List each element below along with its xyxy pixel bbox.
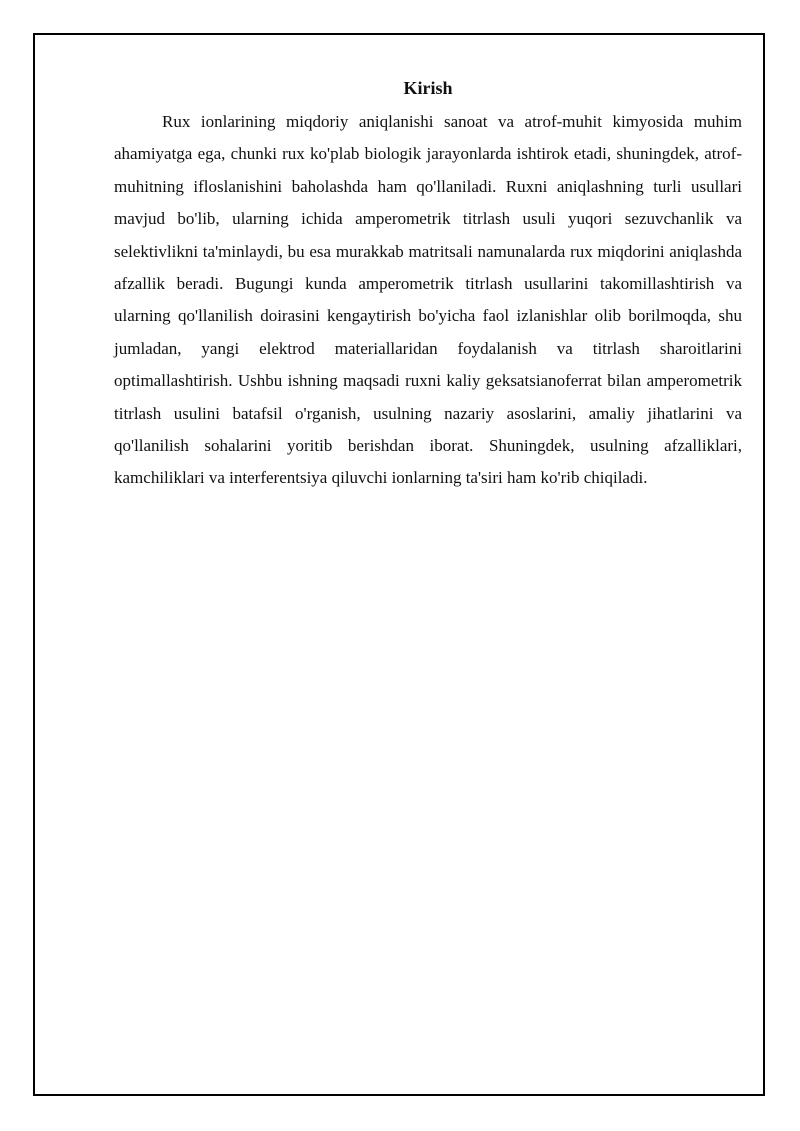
- page-content: [114, 74, 742, 495]
- page-title: Kirish: [403, 78, 453, 98]
- body-paragraph: Rux ionlarining miqdoriy aniqlanishi sanoat va atrof-muhit kimyosida muhim ahamiyatga ega, chunki rux ko'plab biologik jarayonlarda ishtirok etadi, shuningdek, atrof-muhitning ifloslanishini baholashda ham qo'llaniladi. Ruxni aniqlashning turli usullari mavjud bo'lib, ularning ichida amperometrik titrlash usuli yuqori sezuvchanlik va selektivlikni ta'minlaydi, bu esa murakkab matritsali namunalarda rux miqdorini aniqlashda afzallik beradi. Bugungi kunda amperometrik titrlash usullarini takomillashtirish va ularning qo'llanilish doirasini kengaytirish bo'yicha faol izlanishlar olib borilmoqda, shu jumladan, yangi elektrod materiallaridan foydalanish va titrlash sharoitlarini optimallashtirish. Ushbu ishning maqsadi ruxni kaliy geksatsianoferrat bilan amperometrik titrlash usulini batafsil o'rganish, usulning nazariy asoslarini, amaliy jihatlarini va qo'llanilish sohalarini yoritib berishdan iborat. Shuningdek, usulning afzalliklari, kamchiliklari va interferentsiya qiluvchi ionlarning ta'siri ham ko'rib chiqiladi.: [114, 112, 742, 488]
